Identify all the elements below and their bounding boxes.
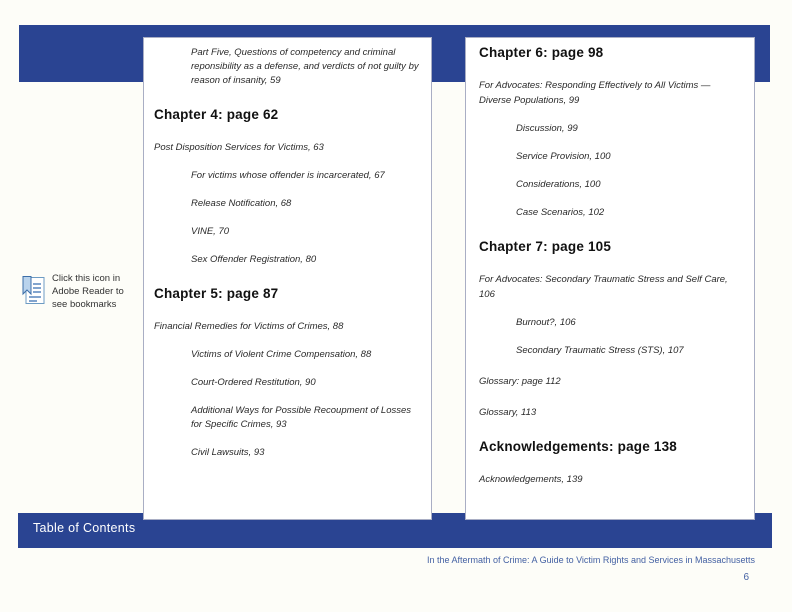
bookmark-note-text: Click this icon in Adobe Reader to see bookmarks [52,273,124,310]
toc-entry: Financial Remedies for Victims of Crimes, 88 [154,321,344,332]
bookmark-page-icon [20,276,46,313]
toc-entry: Victims of Violent Crime Compensation, 88 [191,349,372,360]
toc-entry: Post Disposition Services for Victims, 63 [154,142,324,153]
toc-entry: Part Five, Questions of competency and criminal reponsibility as a defense, and verdicts of not guilty by reason of insanity, 59 [191,47,419,86]
toc-entry: For Advocates: Secondary Traumatic Stress and Self Care, 106 [479,274,728,300]
toc-entry: Court-Ordered Restitution, 90 [191,377,316,388]
toc-entry: Release Notification, 68 [191,198,292,209]
section-label: Table of Contents [33,521,136,535]
toc-entry: Considerations, 100 [516,179,601,190]
toc-entry: Service Provision, 100 [516,151,611,162]
toc-entry: Chapter 6: page 98 [479,45,604,60]
toc-entry: Civil Lawsuits, 93 [191,447,265,458]
toc-entry: Burnout?, 106 [516,317,576,328]
toc-entry: Chapter 4: page 62 [154,107,279,122]
toc-entry: Glossary, 113 [479,407,537,418]
toc-entry: Sex Offender Registration, 80 [191,254,317,265]
page-number: 6 [743,572,749,583]
toc-entry: Chapter 5: page 87 [154,286,279,301]
toc-entry: For Advocates: Responding Effectively to All Victims — Diverse Populations, 99 [479,80,711,106]
toc-entry: For victims whose offender is incarcerated, 67 [191,170,385,181]
toc-entry: Secondary Traumatic Stress (STS), 107 [516,345,684,356]
toc-entry: Case Scenarios, 102 [516,207,605,218]
toc-entry: Chapter 7: page 105 [479,239,612,254]
toc-column-right [465,37,755,520]
toc-entry: Acknowledgements, 139 [479,474,583,485]
toc-entry: Glossary: page 112 [479,376,561,387]
toc-entry: VINE, 70 [191,226,230,237]
toc-entry: Additional Ways for Possible Recoupment of Losses for Specific Crimes, 93 [191,405,412,430]
document-title: In the Aftermath of Crime: A Guide to Victim Rights and Services in Massachusetts [427,555,755,565]
toc-entry: Acknowledgements: page 138 [479,439,678,454]
toc-column-left [143,37,432,520]
toc-entry: Discussion, 99 [516,123,578,134]
